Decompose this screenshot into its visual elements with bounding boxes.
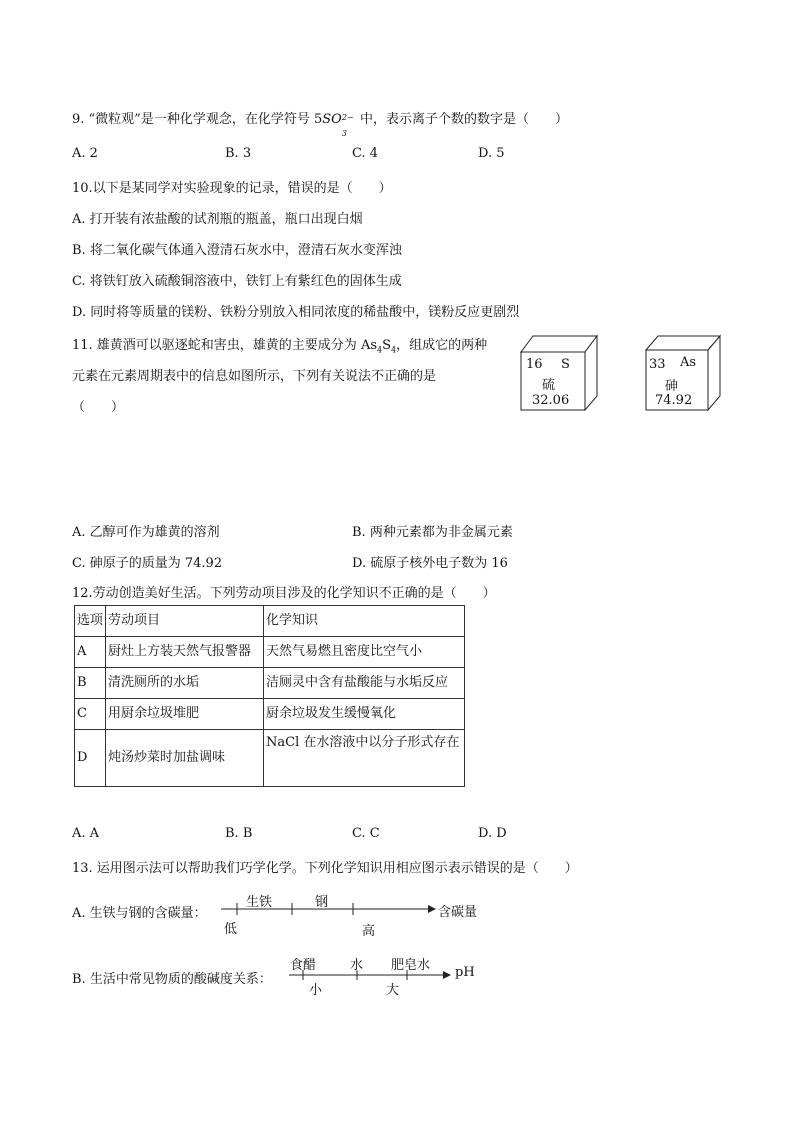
row-c-labor: 用厨余垃圾堆肥 xyxy=(106,699,264,730)
sulfur-symbol: S xyxy=(561,357,570,372)
row-d-option: D xyxy=(75,730,106,787)
q13-a-label-pig-iron: 生铁 xyxy=(246,895,273,910)
row-b-labor: 清洗厕所的水垢 xyxy=(106,668,264,699)
sulfur-mass: 32.06 xyxy=(532,393,570,408)
q13-b-label-vinegar: 食醋 xyxy=(290,958,317,973)
row-a-option: A xyxy=(75,637,106,668)
arsenic-name: 砷 xyxy=(665,379,679,394)
q11-option-d[interactable]: D. 硫原子核外电子数为 16 xyxy=(352,556,508,571)
row-a-labor: 厨灶上方装天然气报警器 xyxy=(106,637,264,668)
row-c-option: C xyxy=(75,699,106,730)
q11-stem-line2: 元素在元素周期表中的信息如图所示，下列有关说法不正确的是 xyxy=(72,369,437,384)
q9-stem-after: 中，表示离子个数的数字是（ ） xyxy=(355,112,568,127)
q11-option-b[interactable]: B. 两种元素都为非金属元素 xyxy=(352,525,513,540)
q13-stem: 13. 运用图示法可以帮助我们巧学化学。下列化学知识用相应图示表示错误的是（ ） xyxy=(72,861,578,876)
q13-b-label-small: 小 xyxy=(309,983,323,998)
q13-b-label[interactable]: B. 生活中常见物质的酸碱度关系： xyxy=(72,972,272,987)
q11-option-a[interactable]: A. 乙醇可作为雄黄的溶剂 xyxy=(72,525,220,540)
header-knowledge: 化学知识 xyxy=(264,606,465,637)
q12-stem: 12.劳动创造美好生活。下列劳动项目涉及的化学知识不正确的是（ ） xyxy=(72,586,496,601)
q13-a-label-low: 低 xyxy=(224,922,238,937)
q11-stem-line3: （ ） xyxy=(72,400,125,415)
q10-stem: 10.以下是某同学对实验现象的记录，错误的是（ ） xyxy=(72,181,392,196)
q10-option-a[interactable]: A. 打开装有浓盐酸的试剂瓶的瓶盖，瓶口出现白烟 xyxy=(72,212,363,227)
arsenic-symbol: As xyxy=(680,355,697,370)
sulfur-number: 16 xyxy=(526,357,543,372)
q13-b-axis-title: pH xyxy=(455,965,475,980)
q13-b-label-soap: 肥皂水 xyxy=(391,958,431,973)
q9-option-c[interactable]: C. 4 xyxy=(352,146,379,161)
q13-a-label-steel: 钢 xyxy=(315,895,329,910)
q10-option-b[interactable]: B. 将二氧化碳气体通入澄清石灰水中，澄清石灰水变浑浊 xyxy=(72,243,402,258)
q13-b-label-big: 大 xyxy=(386,983,400,998)
row-b-knowledge: 洁厕灵中含有盐酸能与水垢反应 xyxy=(264,668,465,699)
q10-option-c[interactable]: C. 将铁钉放入硫酸铜溶液中，铁钉上有紫红色的固体生成 xyxy=(72,274,402,289)
q12-option-c[interactable]: C. C xyxy=(352,826,380,841)
row-d-labor: 炖汤炒菜时加盐调味 xyxy=(106,730,264,787)
q11-option-c[interactable]: C. 砷原子的质量为 74.92 xyxy=(72,556,223,571)
q9-option-b[interactable]: B. 3 xyxy=(225,146,252,161)
q13-a-label-high: 高 xyxy=(362,924,376,939)
row-a-knowledge: 天然气易燃且密度比空气小 xyxy=(264,637,465,668)
q9-ion-symbol: SO 2− 3 xyxy=(322,112,354,138)
arsenic-number: 33 xyxy=(649,357,666,372)
arsenic-mass: 74.92 xyxy=(655,393,693,408)
header-labor: 劳动项目 xyxy=(106,606,264,637)
q13-b-label-water: 水 xyxy=(350,958,364,973)
q12-option-d[interactable]: D. D xyxy=(478,826,507,841)
q10-option-d[interactable]: D. 同时将等质量的镁粉、铁粉分别放入相同浓度的稀盐酸中，镁粉反应更剧烈 xyxy=(72,305,520,320)
row-d-knowledge: NaCl 在水溶液中以分子形式存在 xyxy=(264,730,465,787)
arrow-right-icon xyxy=(443,971,451,979)
q13-a-label[interactable]: A. 生铁与钢的含碳量： xyxy=(72,906,207,921)
row-c-knowledge: 厨余垃圾发生缓慢氧化 xyxy=(264,699,465,730)
q9-stem-before: 9. “微粒观”是一种化学观念，在化学符号 5 xyxy=(72,112,323,127)
q11-stem-line1: 11. 雄黄酒可以驱逐蛇和害虫，雄黄的主要成分为 $As_4S_4$，组成它的两种 xyxy=(72,338,488,355)
header-option: 选项 xyxy=(75,606,106,637)
q12-option-a[interactable]: A. A xyxy=(72,826,100,841)
q9-option-a[interactable]: A. 2 xyxy=(72,146,98,161)
q9-option-d[interactable]: D. 5 xyxy=(478,146,505,161)
row-b-option: B xyxy=(75,668,106,699)
sulfur-name: 硫 xyxy=(542,378,556,393)
q12-option-b[interactable]: B. B xyxy=(225,826,253,841)
q13-a-axis-title: 含碳量 xyxy=(438,905,478,920)
